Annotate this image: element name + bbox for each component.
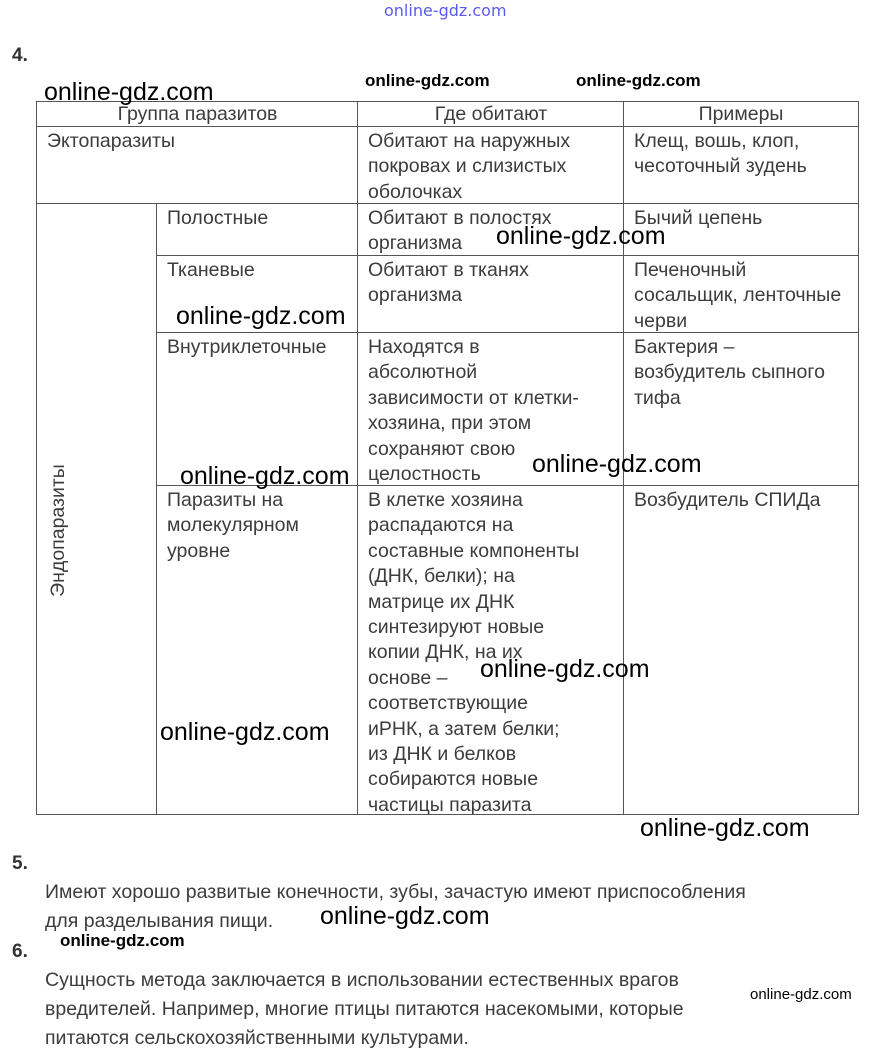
- table-cell-examples: Печеночный сосальщик, ленточные черви: [623, 255, 859, 333]
- watermark: online-gdz.com: [750, 986, 852, 1003]
- section6-line: питаются сельскохозяйственными культурами.: [45, 1027, 469, 1049]
- table-cell-ecto-group: Эктопаразиты: [36, 126, 358, 204]
- table-cell-where: Находятся в абсолютной зависимости от клетки- хозяина, при этом сохраняют свою целостность: [357, 332, 624, 486]
- section-number-5: 5.: [12, 853, 28, 874]
- table-cell-where: Обитают в полостях организма: [357, 203, 624, 256]
- endo-vertical-label: [42, 380, 74, 680]
- table-cell-ecto-where: Обитают на наружных покровах и слизистых оболочках: [357, 126, 624, 204]
- table-header-group: Группа паразитов: [36, 101, 358, 127]
- endo-label-text: Эндопаразиты: [46, 463, 69, 597]
- section-number-4: 4.: [12, 45, 28, 66]
- watermark: online-gdz.com: [44, 78, 214, 106]
- table-cell-where: Обитают в тканях организма: [357, 255, 624, 333]
- watermark: online-gdz.com: [496, 222, 666, 250]
- table-cell-where: В клетке хозяина распадаются на составные компоненты (ДНК, белки); на матрице их ДНК синтезируют новые копии ДНК, на их основе – соответствующие иРНК, а затем белки; из ДНК и белков собираются новые частицы паразита: [357, 485, 624, 815]
- watermark: online-gdz.com: [480, 655, 650, 683]
- watermark: online-gdz.com: [640, 814, 810, 842]
- watermark: online-gdz.com: [365, 71, 490, 90]
- section-number-6: 6.: [12, 941, 28, 962]
- table-cell-examples: Бычий цепень: [623, 203, 859, 256]
- watermark: online-gdz.com: [160, 718, 330, 746]
- watermark: online-gdz.com: [180, 462, 350, 490]
- watermark: online-gdz.com: [532, 450, 702, 478]
- section5-line: Имеют хорошо развитые конечности, зубы, зачастую имеют приспособления: [45, 881, 746, 903]
- section5-line: для разделывания пищи.: [45, 910, 274, 932]
- table-header-examples: Примеры: [623, 101, 859, 127]
- table-cell-type: Тканевые: [156, 255, 358, 333]
- watermark: online-gdz.com: [60, 931, 185, 950]
- watermark: online-gdz.com: [176, 302, 346, 330]
- table-cell-examples: Бактерия – возбудитель сыпного тифа: [623, 332, 859, 486]
- table-cell-type: Паразиты на молекулярном уровне: [156, 485, 358, 815]
- table-cell-examples: Возбудитель СПИДа: [623, 485, 859, 815]
- section6-line: Сущность метода заключается в использовании естественных врагов: [45, 969, 679, 991]
- watermark: online-gdz.com: [576, 71, 701, 90]
- table-cell-type: Внутриклеточные: [156, 332, 358, 486]
- table-header-where: Где обитают: [357, 101, 624, 127]
- table-cell-ecto-examples: Клещ, вошь, клоп, чесоточный зудень: [623, 126, 859, 204]
- watermark: online-gdz.com: [320, 902, 490, 930]
- section6-line: вредителей. Например, многие птицы питаются насекомыми, которые: [45, 998, 684, 1020]
- table-cell-type: Полостные: [156, 203, 358, 256]
- watermark-top: online-gdz.com: [384, 1, 507, 20]
